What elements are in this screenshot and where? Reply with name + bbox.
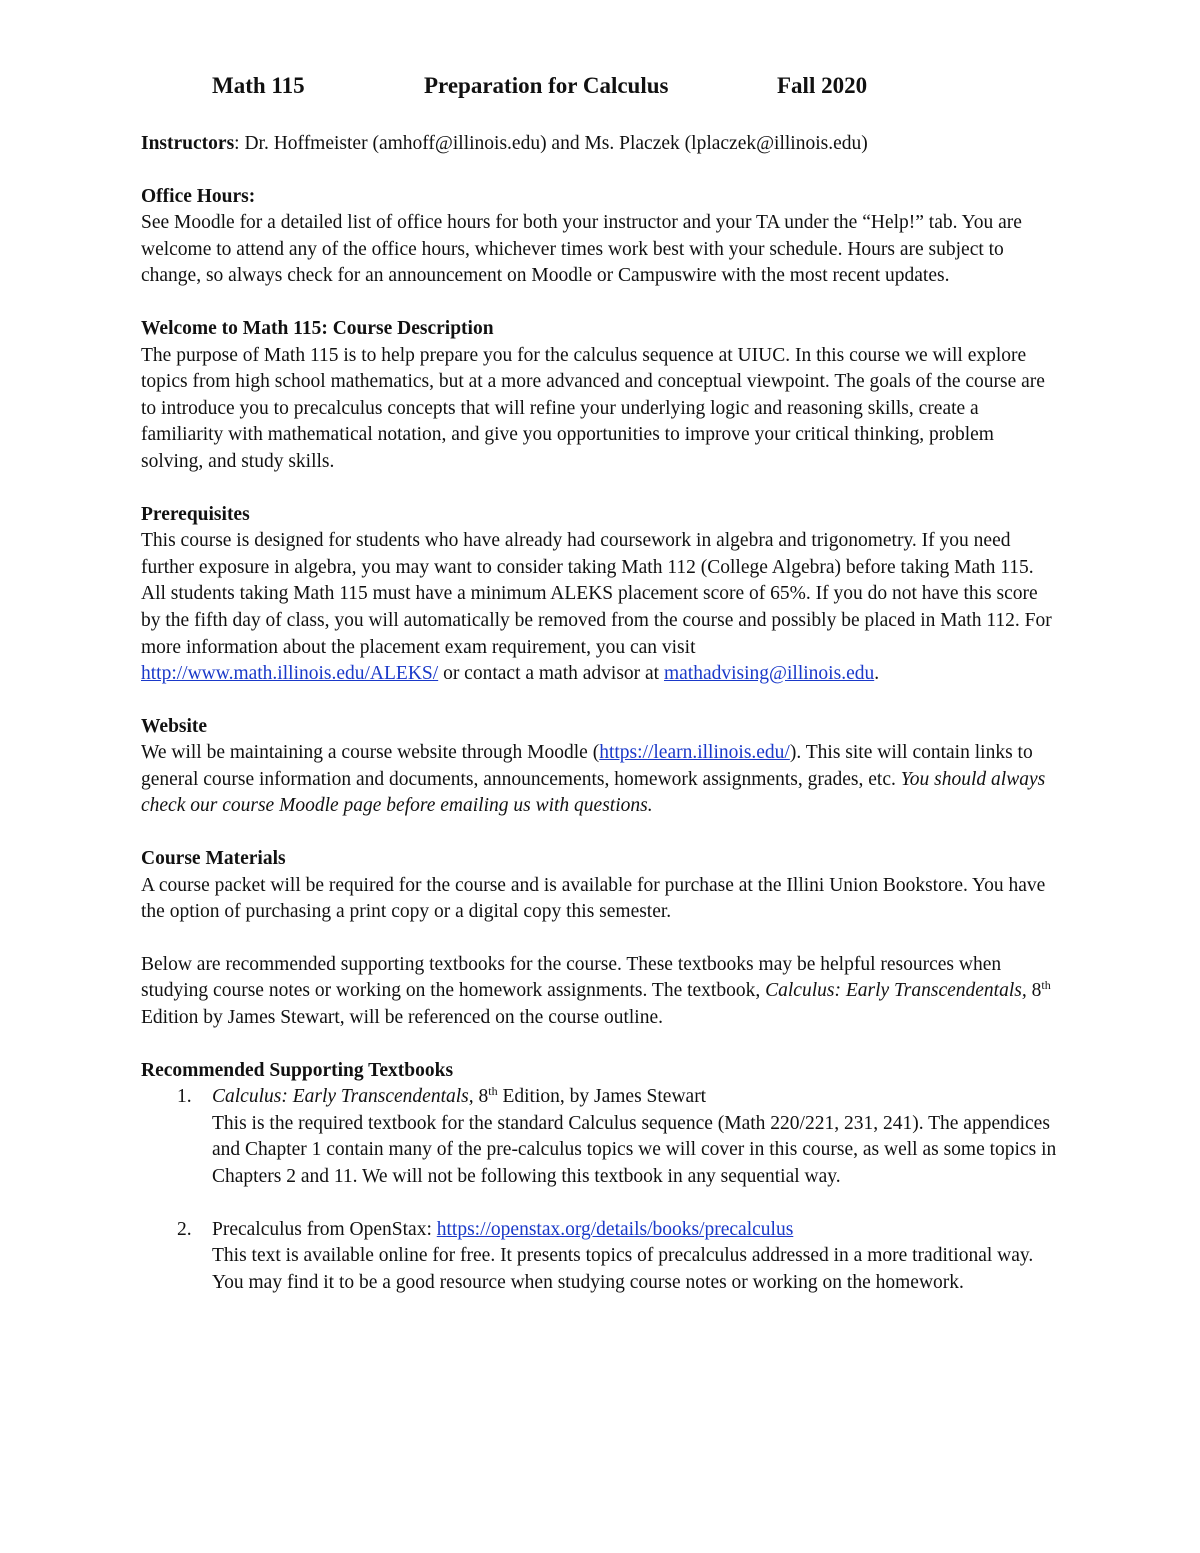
textbook-description: This is the required textbook for the standard Calculus sequence (Math 220/221, 231, 241). The appendices and Chapter 1 contain many of the pre-calculus topics we will cover in this course, as well as some topics in Chapters 2 and 11. We will not be following this textbook in any sequential way. <box>212 1112 1057 1187</box>
moodle-link[interactable]: https://learn.illinois.edu/ <box>599 742 790 764</box>
textbook-title: Calculus: Early Transcendentals, <box>212 1086 474 1108</box>
instructors-text: : Dr. Hoffmeister (amhoff@illinois.edu) and Ms. Placzek (lplaczek@illinois.edu) <box>234 133 868 154</box>
website-emphasis: You should always check our course Moodle page before emailing us with questions. <box>141 768 1046 817</box>
materials-book-title: Calculus: Early Transcendentals, <box>765 980 1027 1002</box>
office-hours-heading: Office Hours: <box>141 185 256 207</box>
materials-body-2-a: Below are recommended supporting textbooks for the course. These textbooks may be helpful resources when studying course notes or working on the homework assignments. The textbook, <box>141 953 1002 1002</box>
instructors-line <box>141 131 1061 158</box>
website-body <box>141 740 1061 820</box>
textbook-title: Precalculus from OpenStax: <box>212 1218 437 1240</box>
prerequisites-body <box>141 528 1061 688</box>
course-title: Preparation for Calculus <box>424 73 669 98</box>
materials-body: A course packet will be required for the course and is available for purchase at the Illini Union Bookstore. You have the option of purchasing a print copy or a digital copy this semester. <box>141 874 1046 923</box>
list-item-number: 1. <box>177 1086 192 1108</box>
textbook-edition-rest: Edition, by James Stewart <box>497 1086 707 1108</box>
prerequisites-heading: Prerequisites <box>141 503 250 525</box>
list-item-number: 2. <box>177 1218 192 1240</box>
website-text-b: ). This site will contain links to general course information and documents, announcements, homework assignments, grades, etc. <box>141 742 1033 790</box>
description-body: The purpose of Math 115 is to help prepare you for the calculus sequence at UIUC. In this course we will explore topics from high school mathematics, but at a more advanced and conceptual viewpoint. The goals of the course are to introduce you to precalculus concepts that will refine your underlying logic and reasoning skills, create a familiarity with mathematical notation, and give you opportunities to improve your critical thinking, problem solving, and study skills. <box>141 344 1045 472</box>
openstax-link[interactable]: https://openstax.org/details/books/precalculus <box>436 1218 794 1240</box>
materials-edition-sup: th <box>1041 978 1051 993</box>
materials-heading: Course Materials <box>141 848 286 870</box>
textbooks-list <box>141 1084 1061 1296</box>
math-advising-email-link[interactable]: mathadvising@illinois.edu <box>663 663 875 685</box>
office-hours-section <box>141 184 1061 290</box>
prerequisites-end: . <box>874 663 880 685</box>
website-text-a: We will be maintaining a course website through Moodle ( <box>141 742 600 764</box>
syllabus-page <box>141 70 1061 1296</box>
textbook-description: This text is available online for free. It presents topics of precalculus addressed in a more traditional way. You may find it to be a good resource when studying course notes or working on the homework. <box>212 1245 1034 1293</box>
document-header <box>141 70 1061 106</box>
list-item <box>141 1217 1061 1297</box>
description-section <box>141 316 1061 476</box>
course-code: Math 115 <box>212 73 305 98</box>
prerequisites-text: This course is designed for students who have already had coursework in algebra and trigonometry. If you need further exposure in algebra, you may want to consider taking Math 112 (College Algebra) before taking Math 115. All students taking Math 115 must have a minimum ALEKS placement score of 65%. If you do not have this score by the fifth day of class, you will automatically be removed from the course and possibly be placed in Math 112. For more information about the placement exam requirement, you can visit <box>141 530 1052 658</box>
description-heading: Welcome to Math 115: Course Description <box>141 317 494 339</box>
textbooks-section <box>141 1058 1061 1297</box>
office-hours-body: See Moodle for a detailed list of office hours for both your instructor and your TA under the “Help!” tab. You are welcome to attend any of the office hours, whichever times work best with your schedule. Hours are subject to change, so always check for an announcement on Moodle or Campuswire with the most recent updates. <box>141 212 1022 287</box>
prerequisites-middle: or contact a math advisor at <box>438 663 664 685</box>
textbook-title-line <box>212 1217 1061 1244</box>
materials-body-2-b: Edition by James Stewart, will be referenced on the course outline. <box>141 1007 664 1029</box>
website-section <box>141 714 1061 820</box>
prerequisites-section <box>141 502 1061 688</box>
course-term: Fall 2020 <box>777 73 868 98</box>
materials-body-2 <box>141 952 1061 1032</box>
textbook-edition-sup: th <box>488 1084 498 1099</box>
materials-section <box>141 846 1061 1032</box>
materials-edition-num: 8 <box>1026 980 1042 1002</box>
list-item <box>141 1084 1061 1190</box>
aleks-link[interactable]: http://www.math.illinois.edu/ALEKS/ <box>141 663 439 685</box>
instructors-label: Instructors <box>141 133 235 154</box>
textbook-edition-num: 8 <box>473 1086 489 1108</box>
textbooks-heading: Recommended Supporting Textbooks <box>141 1059 454 1081</box>
textbook-title-line <box>212 1084 1061 1111</box>
website-heading: Website <box>141 715 208 737</box>
